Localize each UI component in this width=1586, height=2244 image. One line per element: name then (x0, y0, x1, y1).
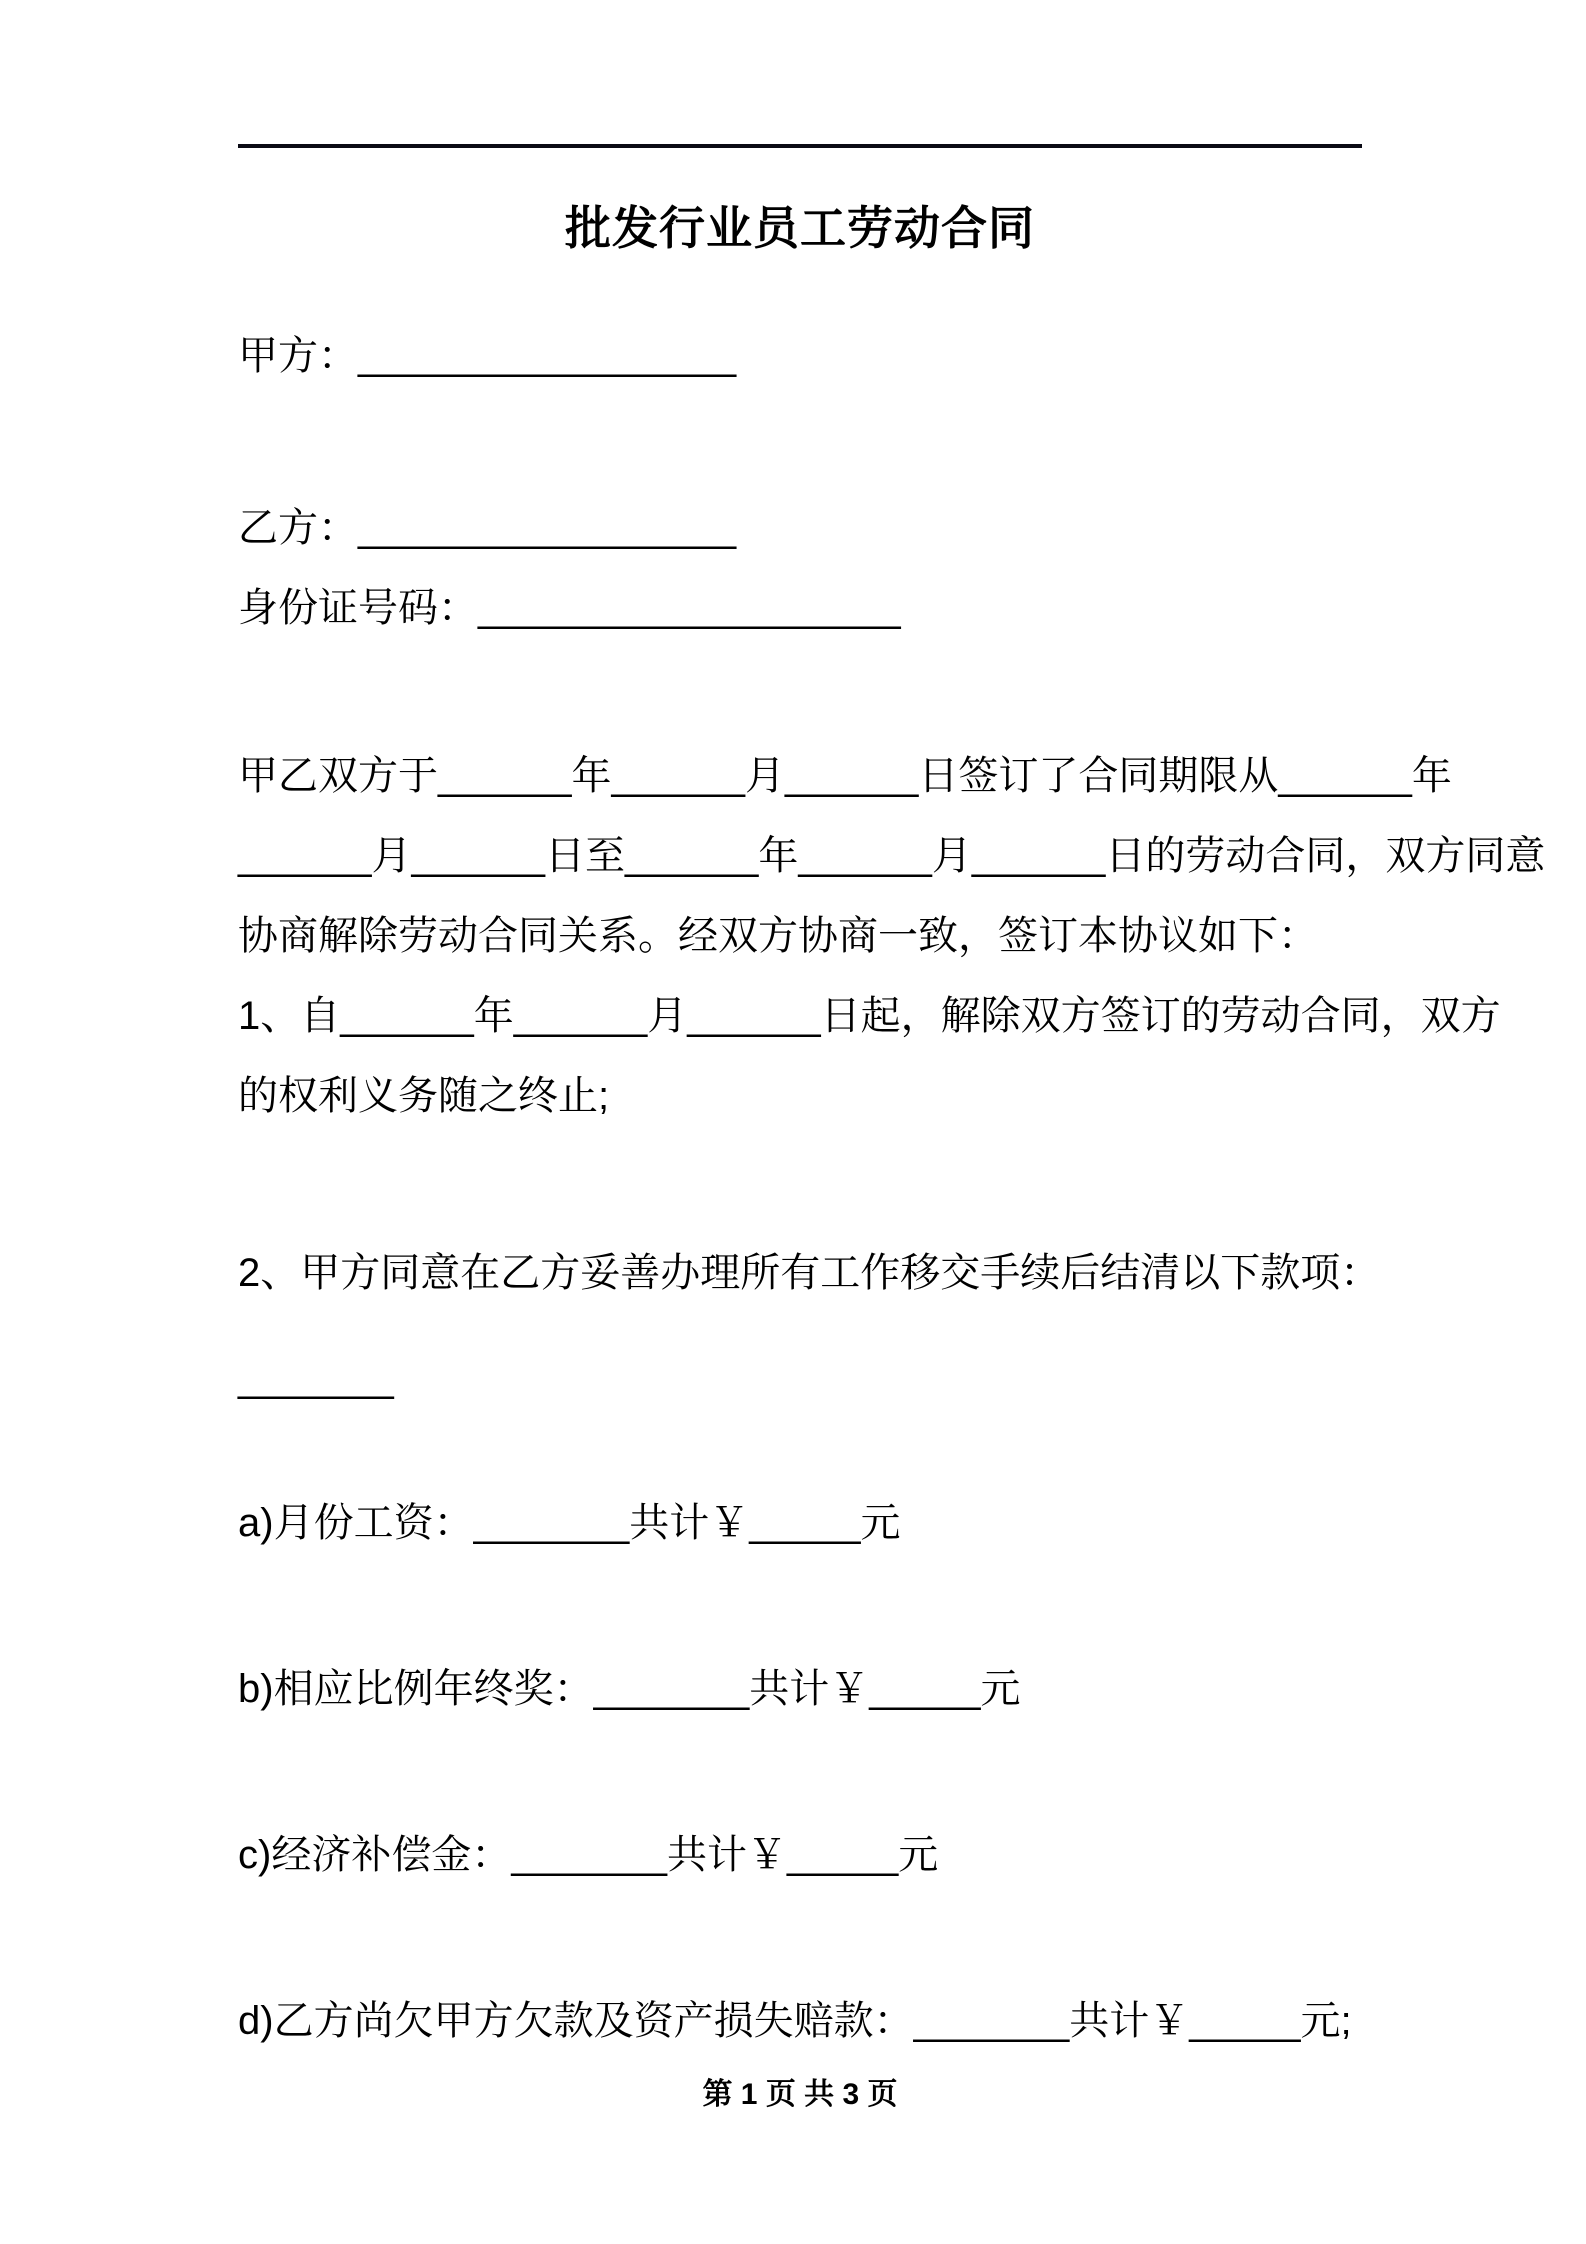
clause-1-line-1: 1、自______年______月______日起，解除双方签订的劳动合同，双方 (238, 994, 1501, 1038)
header-rule (238, 144, 1362, 148)
page-number-footer: 第 1 页 共 3 页 (702, 2078, 898, 2111)
party-b-field: 乙方：_________________ (238, 506, 737, 550)
contract-paragraph-line-2: ______月______日至______年______月______日的劳动合同，双方同意 (238, 834, 1546, 878)
item-c-economic-compensation: c)经济补偿金：_______共计￥_____元 (238, 1833, 939, 1877)
item-a-monthly-salary: a)月份工资：_______共计￥_____元 (238, 1501, 901, 1545)
item-b-year-end-bonus: b)相应比例年终奖：_______共计￥_____元 (238, 1667, 1021, 1711)
contract-paragraph-line-1: 甲乙双方于______年______月______日签订了合同期限从______年 (238, 754, 1452, 798)
document-title: 批发行业员工劳动合同 (565, 202, 1035, 254)
document-content (238, 144, 1546, 2061)
item-d-debt-and-loss: d)乙方尚欠甲方欠款及资产损失赔款：_______共计￥_____元; (238, 1999, 1352, 2043)
clause-2-blank-line: _______ (238, 1356, 394, 1400)
clause-1-line-2: 的权利义务随之终止; (238, 1074, 610, 1118)
contract-paragraph-line-3: 协商解除劳动合同关系。经双方协商一致，签订本协议如下： (238, 914, 1318, 958)
clause-2-line: 2、甲方同意在乙方妥善办理所有工作移交手续后结清以下款项： (238, 1251, 1381, 1295)
id-number-field: 身份证号码：___________________ (238, 586, 901, 630)
party-a-field: 甲方：_________________ (238, 334, 737, 378)
